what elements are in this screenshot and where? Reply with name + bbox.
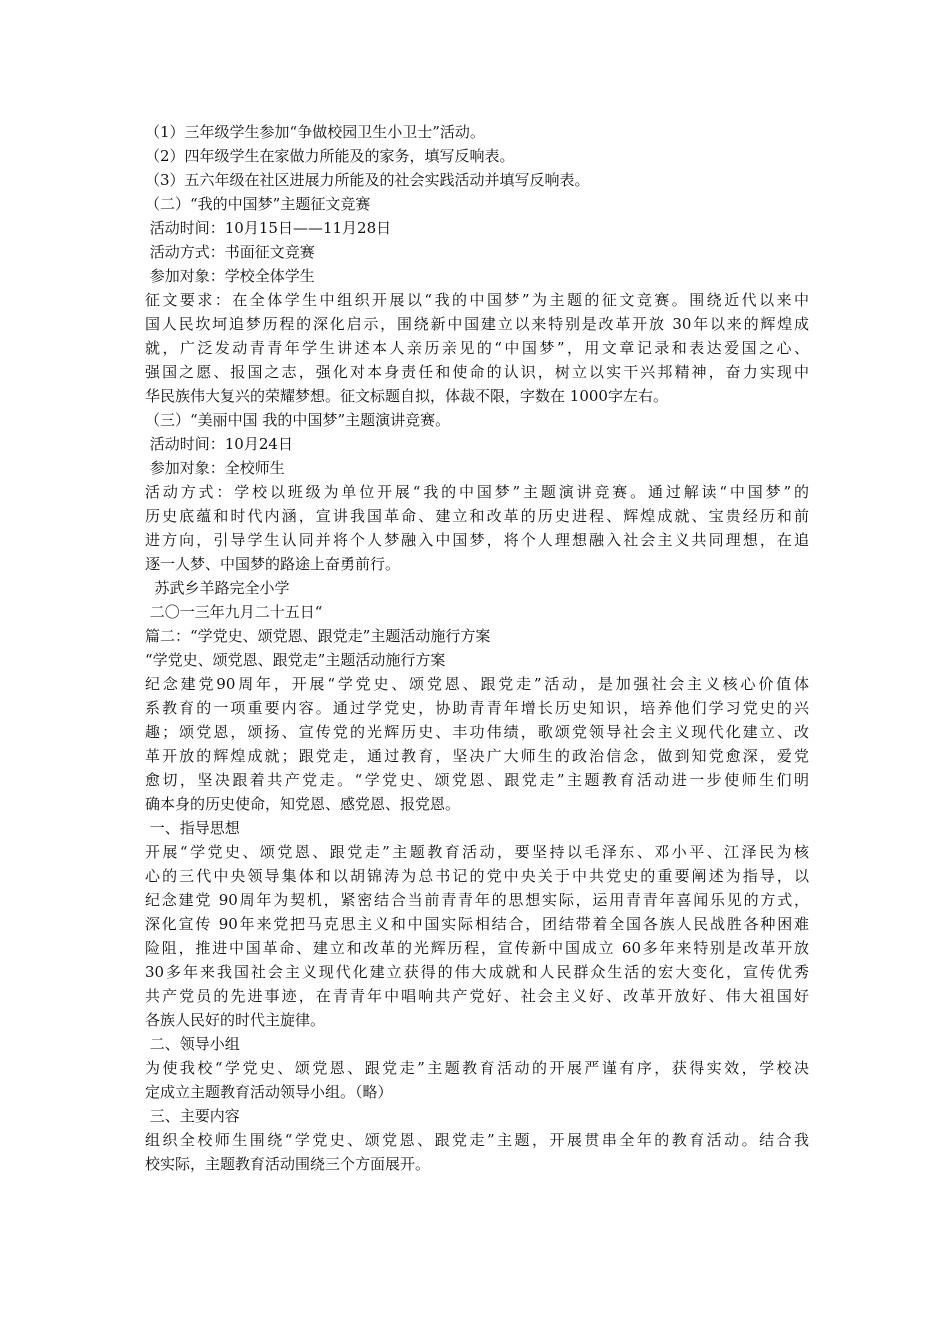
text-line: 组织全校师生围绕“学党史、颂党恩、跟党走”主题，开展贯串全年的教育活动。结合我 xyxy=(145,1131,809,1149)
text-line: 深化宣传 90年来党把马克思主义和中国实际相结合，团结带着全国各族人民战胜各种困难 xyxy=(145,915,809,933)
text-line: 纪念建党90周年，开展“学党史、颂党恩、跟党走”活动，是加强社会主义核心价值体 xyxy=(145,675,809,693)
text-line: 纪念建党 90周年为契机，紧密结合当前青青年的思想实际，运用青青年喜闻乐见的方式， xyxy=(145,891,809,909)
text-line: 就，广泛发动青青年学生讲述本人亲历亲见的“中国梦”，用文章记录和表达爱国之心、 xyxy=(145,339,809,357)
text-line: 校实际，主题教育活动围绕三个方面展开。 xyxy=(145,1155,431,1173)
text-line: 革开放的辉煌成就；跟党走，通过教育，坚决广大师生的政治信念，做到知党愈深，爱党 xyxy=(145,747,809,765)
text-line: 愈切，坚决跟着共产党走。“学党史、颂党恩、跟党走”主题教育活动进一步使师生们明 xyxy=(145,771,809,789)
text-line: （3）五六年级在社区进展力所能及的社会实践活动并填写反响表。 xyxy=(145,171,590,189)
text-line: “学党史、颂党恩、跟党走”主题活动施行方案 xyxy=(145,651,446,669)
document-body xyxy=(145,120,809,1176)
text-line: 险阻，推进中国革命、建立和改革的光辉历程，宣传新中国成立 60多年来特别是改革开放 xyxy=(145,939,809,957)
text-line: 活动方式：书面征文竞赛 xyxy=(145,243,315,261)
text-line: 定成立主题教育活动领导小组。（略） xyxy=(145,1083,393,1101)
text-line: 30多年来我国社会主义现代化建立获得的伟大成就和人民群众生活的宏大变化，宣传优秀 xyxy=(145,963,809,981)
text-line: 系教育的一项重要内容。通过学党史，协助青青年增长历史知识，培养他们学习党史的兴 xyxy=(145,699,809,717)
text-line: 二〇一三年九月二十五日“ xyxy=(145,603,323,621)
text-line: 活动时间：10月15日——11月28日 xyxy=(145,219,392,237)
text-line: （2）四年级学生在家做力所能及的家务，填写反响表。 xyxy=(145,147,515,165)
text-line: （1）三年级学生参加“争做校园卫生小卫士”活动。 xyxy=(145,123,485,141)
text-line: 苏武乡羊路完全小学 xyxy=(145,579,290,597)
text-line: 活动时间：10月24日 xyxy=(145,435,293,453)
text-line: 参加对象：全校师生 xyxy=(145,459,285,477)
text-line: 征文要求：在全体学生中组织开展以“我的中国梦”为主题的征文竞赛。围绕近代以来中 xyxy=(145,291,809,309)
text-line: 参加对象：学校全体学生 xyxy=(145,267,315,285)
text-line: 一、指导思想 xyxy=(145,819,240,837)
text-line: 为使我校“学党史、颂党恩、跟党走”主题教育活动的开展严谨有序，获得实效，学校决 xyxy=(145,1059,809,1077)
text-line: 历史底蕴和时代内涵，宣讲我国革命、建立和改革的历史进程、辉煌成就、宝贵经历和前 xyxy=(145,507,809,525)
text-line: 共产党员的先进事迹，在青青年中唱响共产党好、社会主义好、改革开放好、伟大祖国好 xyxy=(145,987,809,1005)
text-line: 开展“学党史、颂党恩、跟党走”主题教育活动，要坚持以毛泽东、邓小平、江泽民为核 xyxy=(145,843,809,861)
text-line: 活动方式：学校以班级为单位开展“我的中国梦”主题演讲竞赛。通过解读“中国梦”的 xyxy=(145,483,809,501)
text-line: 进方向，引导学生认同并将个人梦融入中国梦，将个人理想融入社会主义共同理想，在追 xyxy=(145,531,809,549)
text-line: 确本身的历史使命，知党恩、感党恩、报党恩。 xyxy=(145,795,461,813)
text-line: 华民族伟大复兴的荣耀梦想。征文标题自拟，体裁不限，字数在 1000字左右。 xyxy=(145,387,668,405)
text-line: 篇二：“学党史、颂党恩、跟党走”主题活动施行方案 xyxy=(145,627,491,645)
text-line: 二、领导小组 xyxy=(145,1035,240,1053)
text-line: 国人民坎坷追梦历程的深化启示，围绕新中国建立以来特别是改革开放 30年以来的辉煌成 xyxy=(145,315,809,333)
text-line: 趣；颂党恩，颂扬、宣传党的光辉历史、丰功伟绩，歌颂党领导社会主义现代化建立、改 xyxy=(145,723,809,741)
text-line: 各族人民好的时代主旋律。 xyxy=(145,1011,326,1029)
text-line: 三、主要内容 xyxy=(145,1107,240,1125)
text-line: 强国之愿、报国之志，强化对本身责任和使命的认识，树立以实干兴邦精神，奋力实现中 xyxy=(145,363,809,381)
text-line: （三）“美丽中国 我的中国梦”主题演讲竞赛。 xyxy=(145,411,451,429)
text-line: 逐一人梦、中国梦的路途上奋勇前行。 xyxy=(145,555,401,573)
text-line: （二）“我的中国梦”主题征文竞赛 xyxy=(145,195,371,213)
text-line: 心的三代中央领导集体和以胡锦涛为总书记的党中央关于中共党史的重要阐述为指导，以 xyxy=(145,867,809,885)
